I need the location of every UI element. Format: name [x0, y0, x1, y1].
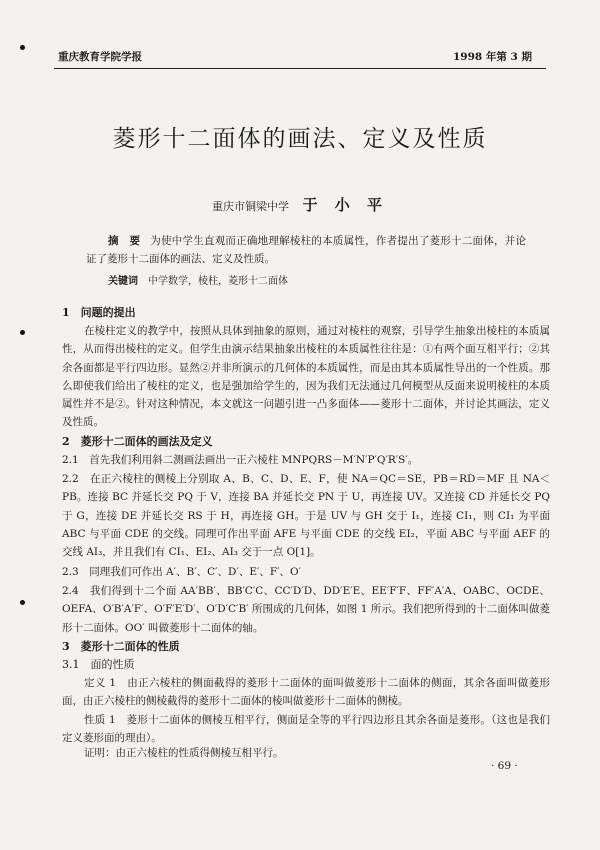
- page-number: · 69 ·: [491, 760, 518, 772]
- abstract-label: 摘 要: [108, 235, 141, 247]
- abstract: [86, 232, 526, 268]
- section-heading-2: 2 菱形十二面体的画法及定义: [62, 435, 213, 448]
- margin-dot: [20, 45, 25, 50]
- article-title: 菱形十二面体的画法、定义及性质: [112, 126, 488, 152]
- subsection-heading-3-1: 3.1 面的性质: [62, 658, 135, 671]
- margin-dot: [20, 600, 25, 605]
- margin-dot: [20, 330, 25, 335]
- header-rule: [54, 68, 546, 69]
- paragraph-2-3: 2.3 同理我们可作出 A′、B′、C′、D′、E′、F′、O′: [62, 566, 302, 578]
- abstract-text: 为使中学生直观而正确地理解棱柱的本质属性，作者提出了菱形十二面体，并论证了菱形十二面体的画法、定义及性质。: [86, 235, 527, 265]
- author-line: [0, 194, 600, 215]
- paragraph-intro: 在棱柱定义的教学中，按照从具体到抽象的原则，通过对棱柱的观察，引导学生抽象出棱柱的本质属性，从而得出棱柱的定义。但学生由演示结果抽象出棱柱的本质属性往往是：①有两个面互相平行；②其余各面都是平行四边形。显然②并非所演示的几何体的本质属性，而是由其本质属性导出的一个性质。那么即使我们给出了棱柱的定义，也是强加给学生的，因为我们无法通过几何模型从反面来说明棱柱的本质属性并不是②。针对这种情况，本文就这一问题引进一凸多面体——菱形十二面体，并讨论其画法，定义及性质。: [62, 325, 550, 429]
- journal-name: 重庆教育学院学报: [58, 51, 142, 63]
- paragraph-2-1: 2.1 首先我们利用斜二测画法画出一正六棱柱 MNPQRS－M′N′P′Q′R′S′。: [62, 454, 419, 466]
- keywords-text: 中学数学，棱柱，菱形十二面体: [148, 276, 288, 287]
- section-heading-1: 1 问题的提出: [62, 306, 136, 319]
- author-affiliation: 重庆市铜梁中学: [212, 200, 290, 213]
- proof: 证明：由正六棱柱的性质得侧棱互相平行。: [84, 747, 284, 759]
- issue-label: 1998 年第 3 期: [453, 51, 532, 63]
- author-name: 于 小 平: [302, 196, 388, 214]
- paragraph-2-2: 2.2 在正六棱柱的侧棱上分别取 A、B、C、D、E、F，使 NA＝QC＝SE，PB＝RD＝MF 且 NA＜PB。连接 BC 并延长交 PQ 于 V，连接 BA 并延长交 PN 于 U，再连接 UV。又连接 CD 并延长交 PQ 于 G，连接 DE 并延长交 RS 于 H，再连接 GH。于是 UV 与 GH 交于 I₁，连接 CI₁，则 CI₁ 为平面 ABC 与平面 CDE 的交线。同理可作出平面 AFE 与平面 CDE 的交线 EI₂，平面 ABC 与平面 AEF 的交线 AI₃，并且我们有 CI₁、EI₂、AI₃ 交于一点 O[1]。: [62, 473, 550, 559]
- keywords: [108, 272, 288, 287]
- section-heading-3: 3 菱形十二面体的性质: [62, 640, 180, 653]
- keywords-label: 关键词: [108, 276, 138, 287]
- paragraph-2-4: 2.4 我们得到十二个面 AA′BB′、BB′C′C、CC′D′D、DD′E′E、EE′F′F、FF′A′A、OABC、OCDE、OEFA、O′B′A′F′、O′F′E′D′、O′D′C′B′ 所围成的几何体，如图 1 所示。我们把所得到的十二面体叫做菱形十二面体。OO′ 叫做菱形十二面体的轴。: [62, 585, 550, 634]
- property-1: 性质 1 菱形十二面体的侧棱互相平行，侧面是全等的平行四边形且其余各面是菱形。（这也是我们定义菱形面的理由）。: [62, 714, 550, 745]
- definition-1: 定义 1 由正六棱柱的侧面截得的菱形十二面体的面叫做菱形十二面体的侧面，其余各面叫做菱形面，由正六棱柱的侧棱截得的菱形十二面体的棱叫做菱形十二面体的侧棱。: [62, 677, 550, 708]
